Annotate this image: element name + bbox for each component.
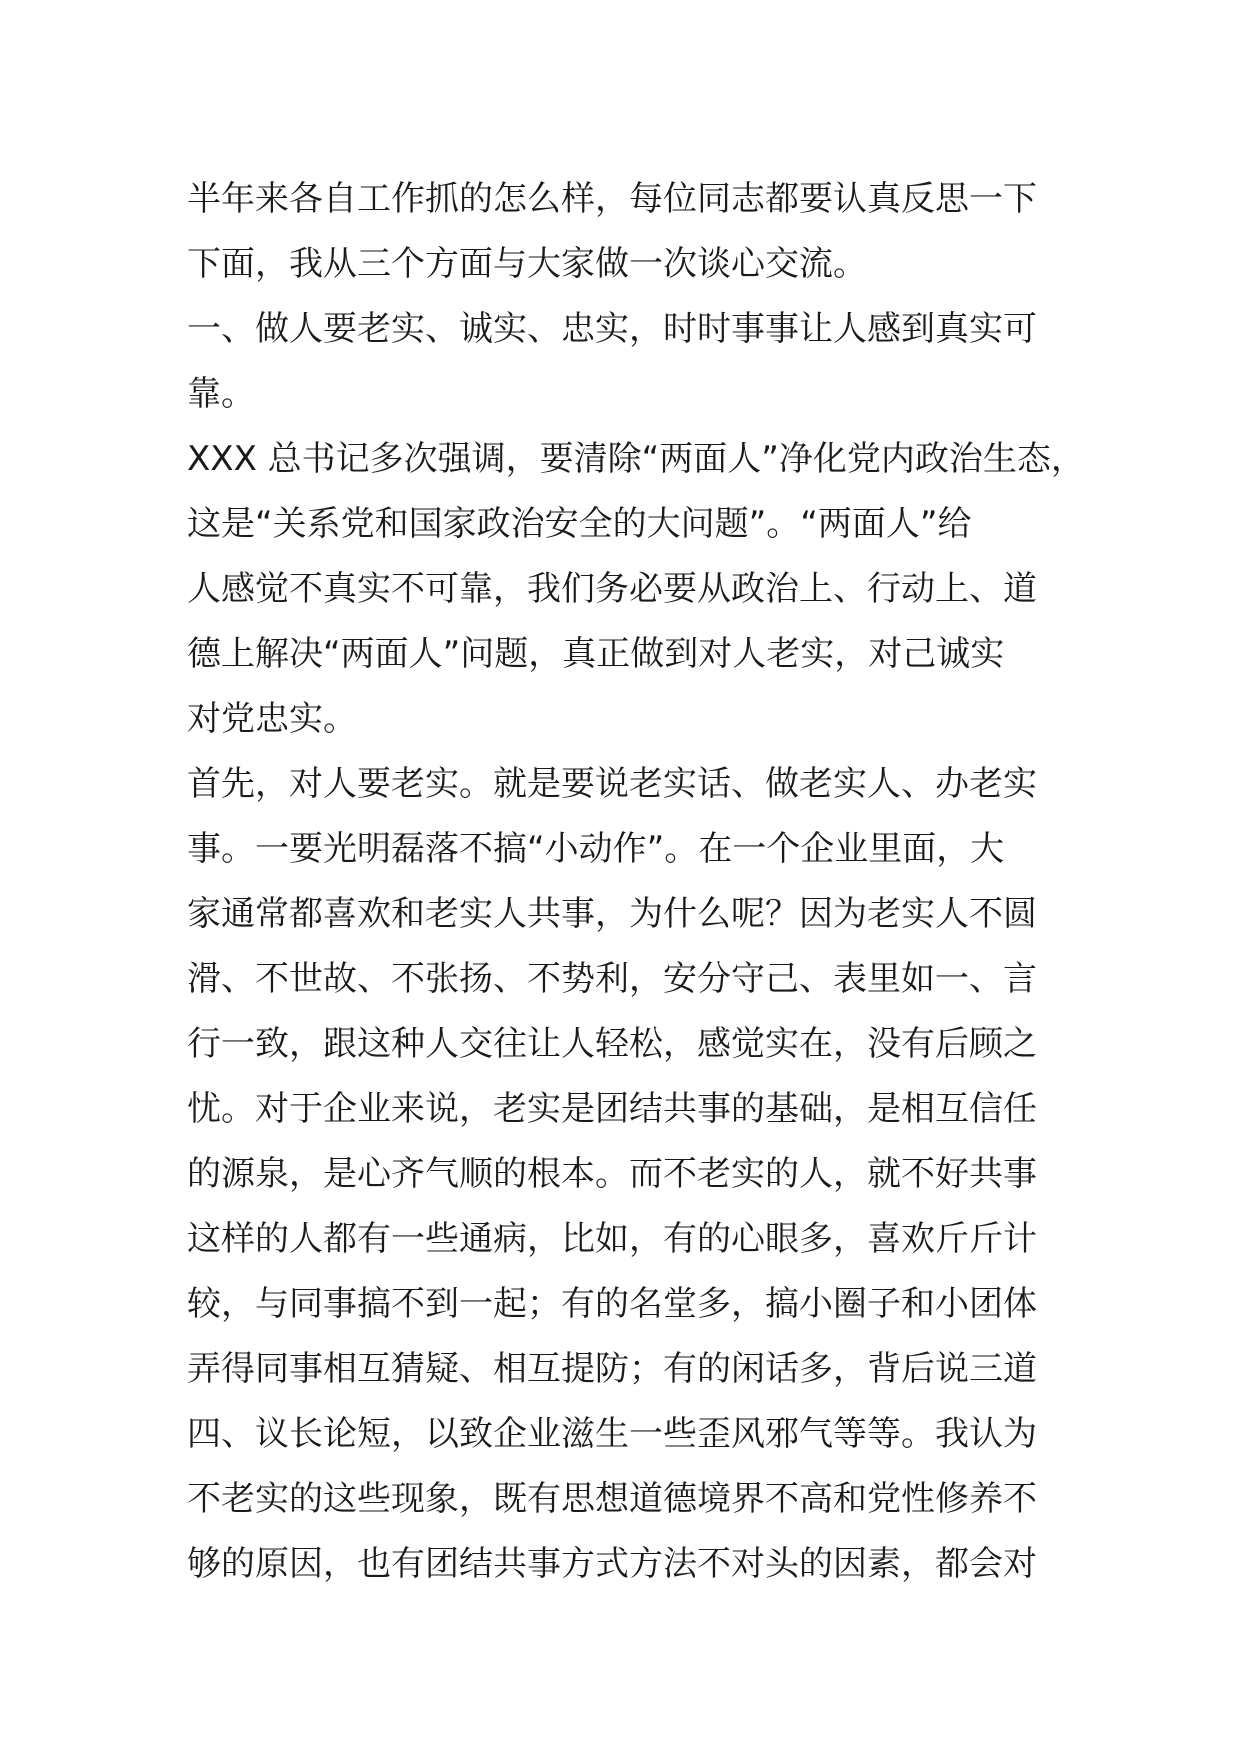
- text-line: 四、议长论短，以致企业滋生一些歪风邪气等等。我认为: [187, 1414, 1037, 1454]
- text-line: 行一致，跟这种人交往让人轻松，感觉实在，没有后顾之: [187, 1024, 1037, 1064]
- text-line: 滑、不世故、不张扬、不势利，安分守己、表里如一、言: [187, 959, 1037, 999]
- section-heading: 一、做人要老实、诚实、忠实，时时事事让人感到真实可: [187, 309, 1037, 349]
- text-line: 的源泉，是心齐气顺的根本。而不老实的人，就不好共事: [187, 1154, 1037, 1194]
- text-line: 这样的人都有一些通病，比如，有的心眼多，喜欢斤斤计: [187, 1219, 1037, 1259]
- text-line: 半年来各自工作抓的怎么样，每位同志都要认真反思一下: [187, 179, 1037, 219]
- text-line: 人感觉不真实不可靠，我们务必要从政治上、行动上、道: [187, 569, 1037, 609]
- text-line: 较，与同事搞不到一起；有的名堂多，搞小圈子和小团体: [187, 1284, 1037, 1324]
- section-heading: 靠。: [187, 374, 255, 414]
- text-line: XXX 总书记多次强调，要清除“两面人”净化党内政治生态，: [187, 439, 1085, 479]
- text-line: 这是“关系党和国家政治安全的大问题”。“两面人”给: [187, 504, 972, 544]
- text-line: 家通常都喜欢和老实人共事，为什么呢？因为老实人不圆: [187, 894, 1037, 934]
- text-line: 够的原因，也有团结共事方式方法不对头的因素，都会对: [187, 1544, 1037, 1584]
- text-line: 弄得同事相互猜疑、相互提防；有的闲话多，背后说三道: [187, 1349, 1037, 1389]
- body-text: [187, 167, 1087, 1597]
- text-line: 忧。对于企业来说，老实是团结共事的基础，是相互信任: [187, 1089, 1037, 1129]
- text-line: 事。一要光明磊落不搞“小动作”。在一个企业里面，大: [187, 829, 1005, 869]
- text-line: 德上解决“两面人”问题，真正做到对人老实，对己诚实: [187, 634, 1005, 674]
- text-line: 首先，对人要老实。就是要说老实话、做老实人、办老实: [187, 764, 1037, 804]
- text-line: 下面，我从三个方面与大家做一次谈心交流。: [187, 244, 867, 284]
- text-line: 对党忠实。: [187, 699, 357, 739]
- text-line: 不老实的这些现象，既有思想道德境界不高和党性修养不: [187, 1479, 1037, 1519]
